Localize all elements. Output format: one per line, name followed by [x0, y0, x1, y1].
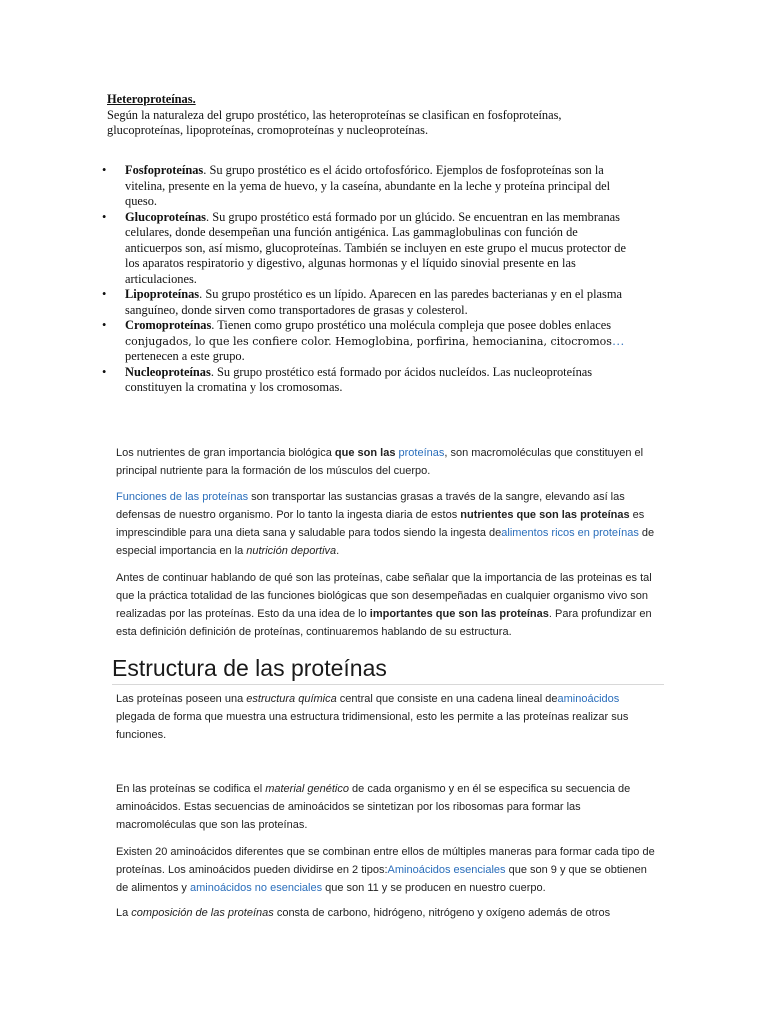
bullet-icon: • — [102, 287, 107, 301]
item-text: . Su grupo prostético está formado por ácidos nucleídos. Las nucleoproteínas — [210, 364, 593, 379]
heteroproteinas-list — [102, 163, 662, 396]
bullet-icon: • — [102, 318, 107, 332]
text: Antes de continuar hablando de qué son las proteínas, cabe señalar que la importancia de las proteinas es tal que la práctica totalidad de las funciones biológicas que son desempeñadas en cualquier organismo vivo son realizadas por las proteínas. Esto da una idea de lo — [116, 572, 652, 620]
text: consta de carbono, hidrógeno, nitrógeno y oxígeno además de otros — [273, 907, 611, 919]
term: Fosfoproteínas — [125, 163, 204, 177]
text: Los nutrientes de gran importancia biológica — [116, 447, 335, 459]
heteroproteinas-section — [107, 92, 667, 139]
term: Cromoproteínas — [125, 318, 212, 332]
italic-text: estructura química — [246, 693, 337, 705]
item-text: pertenecen a este grupo. — [125, 349, 245, 363]
italic-text: material genético — [265, 783, 349, 795]
text: . Para profundizar en esta definición definición de proteínas, continuaremos hablando de su estructura. — [116, 608, 652, 638]
bold-text: importantes que son las proteínas — [369, 608, 549, 620]
paragraph-composicion — [116, 904, 656, 922]
bullet-icon: • — [102, 364, 107, 379]
item-text: conjugados, lo que les confiere color. Hemoglobina, porfirina, hemocianina, citocromos — [125, 334, 612, 348]
list-item — [102, 287, 662, 318]
italic-text: nutrición deportiva — [246, 545, 337, 557]
text: Existen 20 aminoácidos diferentes que se combinan entre ellos de múltiples maneras para formar cada tipo de proteínas. Los aminoácidos pueden dividirse en 2 tipos: — [116, 846, 655, 876]
heteroproteinas-title: Heteroproteínas. — [107, 92, 196, 106]
bullet-icon: • — [102, 209, 107, 224]
alimentos-ricos-link[interactable]: alimentos ricos en proteínas — [501, 527, 639, 539]
paragraph-intro — [116, 444, 656, 480]
item-text: anticuerpos son, así mismo, glucoproteínas. También se incluyen en este grupo el mucus protector de — [125, 240, 626, 255]
paragraph-material-genetico — [116, 780, 656, 834]
text: son transportar las sustancias grasas a través de la sangre, elevando así las defensas de nuestro organismo. Por lo tanto la ingesta diaria de estos — [116, 491, 625, 521]
text: es imprescindible para una dieta sana y saludable para todos siendo la ingesta de — [116, 509, 645, 539]
term: Lipoproteínas — [125, 287, 200, 301]
intro-line: Según la naturaleza del grupo prostético, las heteroproteínas se clasifican en fosfoproteínas, — [107, 107, 562, 122]
item-text: . Su grupo prostético es un lípido. Aparecen en las paredes bacterianas y en el plasma — [199, 287, 623, 301]
paragraph-aminoacidos — [116, 843, 656, 897]
paragraph-funciones — [116, 488, 656, 560]
text: central que consiste en una cadena lineal de — [336, 693, 558, 705]
bold-text: que son las — [334, 447, 399, 459]
text: La — [116, 907, 132, 919]
text: plegada de forma que muestra una estructura tridimensional, esto les permite a las proteínas realizar sus funciones. — [116, 711, 629, 741]
paragraph-estructura — [116, 690, 656, 744]
italic-text: composición de las proteínas — [131, 907, 274, 919]
item-text: sanguíneo, donde sirven como transportadores de grasas y colesterol. — [125, 302, 468, 317]
term: Glucoproteínas — [125, 209, 207, 224]
item-text: . Su grupo prostético es el ácido ortofosfórico. Ejemplos de fosfoproteínas son la — [203, 163, 604, 177]
paragraph-importancia — [116, 569, 656, 641]
text: En las proteínas se codifica el — [116, 783, 266, 795]
text: . — [336, 545, 340, 557]
bold-text: nutrientes que son las proteínas — [460, 509, 630, 521]
item-text: . Su grupo prostético está formado por un glúcido. Se encuentran en las membranas — [206, 209, 620, 224]
aminoacidos-link[interactable]: aminoácidos — [557, 693, 620, 705]
text: de especial importancia en la — [116, 527, 655, 557]
proteinas-link[interactable]: proteínas — [398, 447, 445, 459]
list-item — [102, 318, 662, 365]
intro-line: glucoproteínas, lipoproteínas, cromoproteínas y nucleoproteínas. — [107, 123, 429, 137]
text: de cada organismo y en él se especifica su secuencia de aminoácidos. Estas secuencias de aminoácidos se sintetizan por los ribosomas para formar las macromoléculas que son las proteínas. — [116, 783, 631, 831]
text: , son macromoléculas que constituyen el principal nutriente para la formación de los músculos del cuerpo. — [116, 447, 644, 477]
list-item — [102, 210, 662, 288]
ellipsis: … — [611, 333, 625, 348]
text: Las proteínas poseen una — [116, 693, 247, 705]
item-text: celulares, donde desempeñan una función antigénica. Las gammaglobulinas con función de — [125, 225, 578, 239]
term: Nucleoproteínas — [125, 364, 211, 379]
text: que son 11 y se producen en nuestro cuerpo. — [322, 882, 546, 894]
item-text: vitelina, presente en la yema de huevo, y la caseína, abundante en la leche y proteína principal del — [125, 178, 611, 193]
item-text: los aparatos respiratorio y digestivo, algunas hormonas y el líquido sinovial presente en las — [125, 256, 576, 270]
item-text: queso. — [125, 194, 158, 208]
text: que son 9 y que se obtienen de alimentos y — [116, 864, 647, 894]
list-item — [102, 163, 662, 210]
bullet-icon: • — [102, 163, 107, 177]
item-text: constituyen la cromatina y los cromosomas. — [125, 380, 343, 394]
aminoacidos-no-esenciales-link[interactable]: aminoácidos no esenciales — [189, 882, 323, 894]
section-title: Estructura de las proteínas — [112, 654, 664, 685]
list-item — [102, 365, 662, 396]
funciones-proteinas-link[interactable]: Funciones de las proteínas — [116, 491, 249, 503]
item-text: articulaciones. — [125, 271, 197, 286]
aminoacidos-esenciales-link[interactable]: Aminoácidos esenciales — [387, 864, 506, 876]
item-text: . Tienen como grupo prostético una molécula compleja que posee dobles enlaces — [211, 318, 612, 332]
